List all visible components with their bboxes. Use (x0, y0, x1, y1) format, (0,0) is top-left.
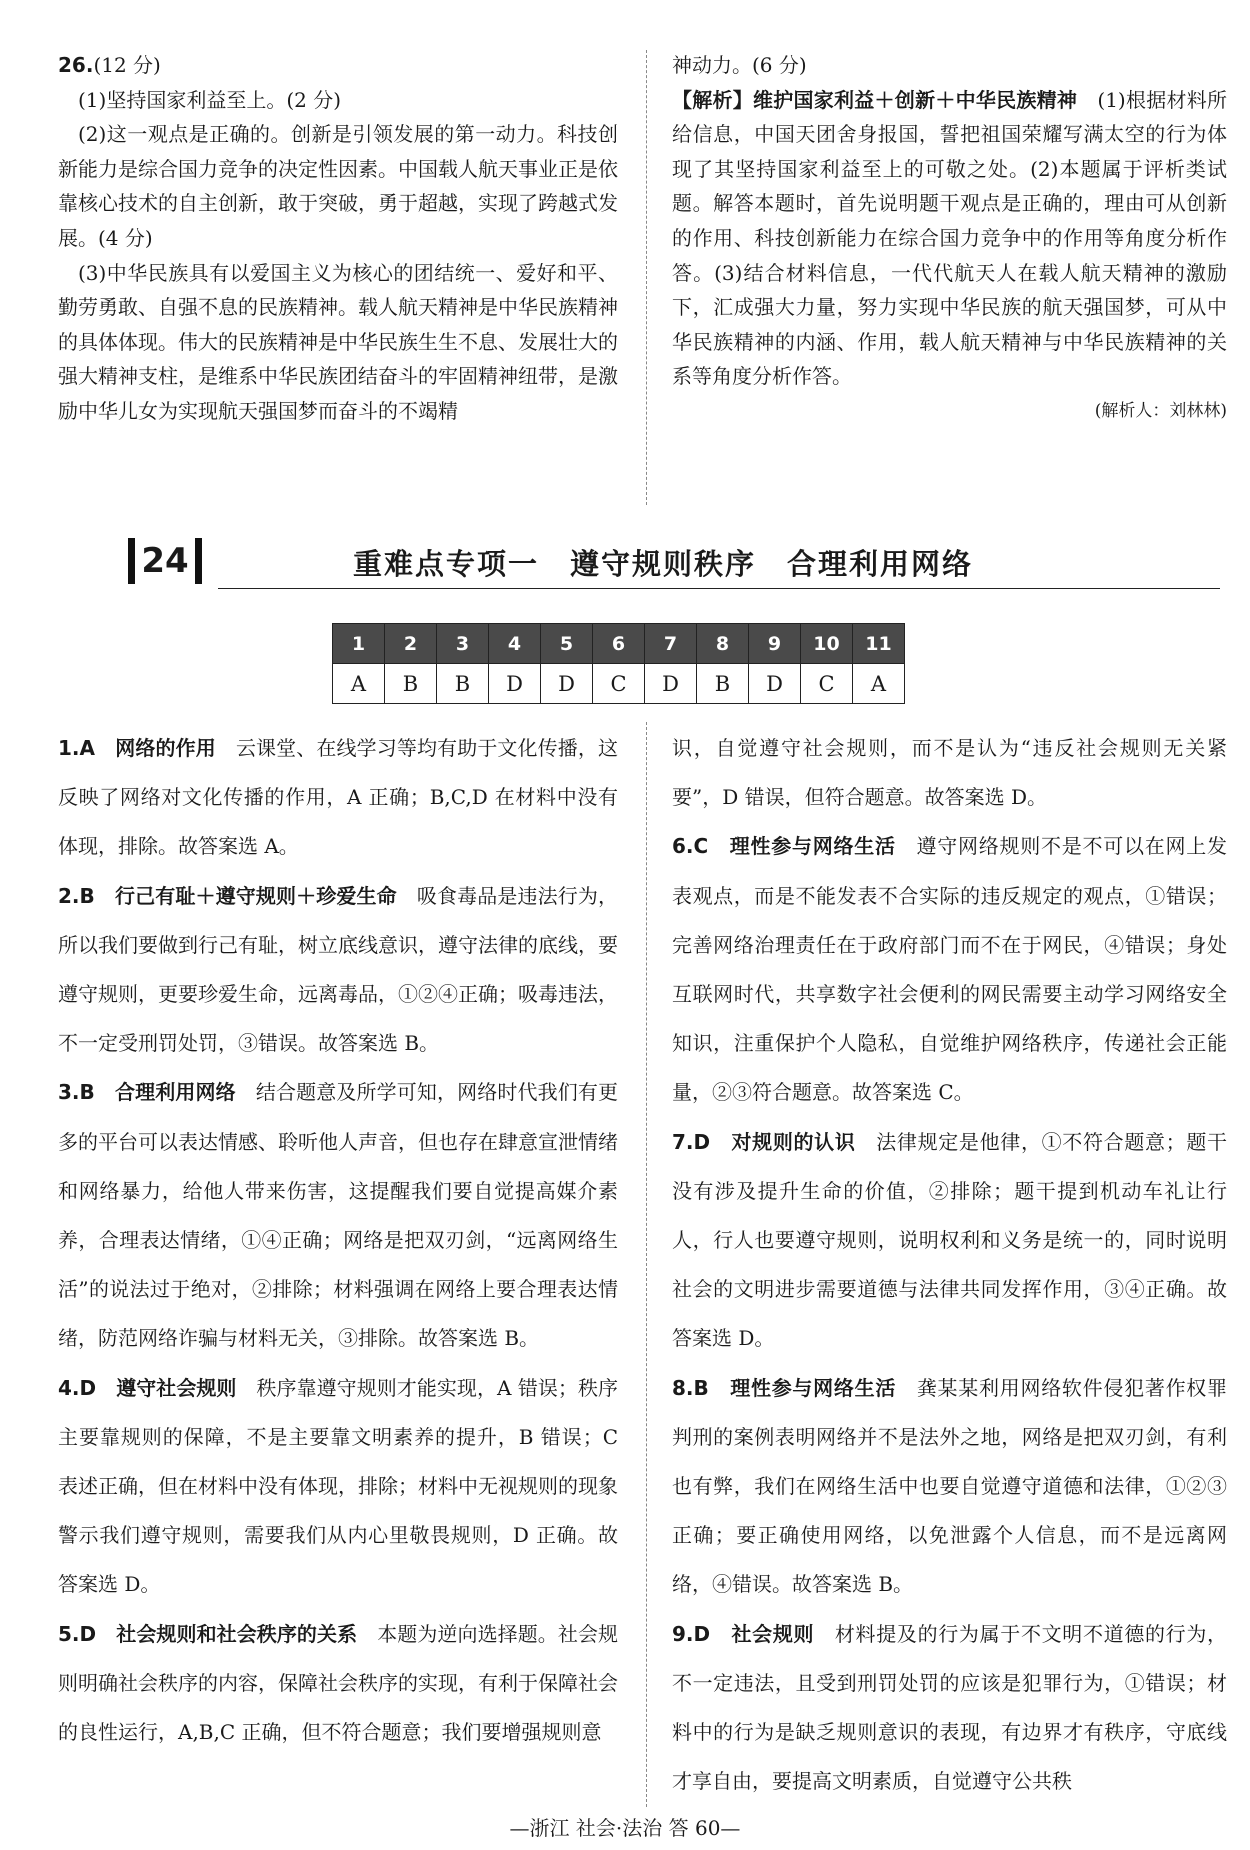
answer-table-answer: D (749, 664, 801, 704)
column-divider-top (646, 50, 647, 505)
answer-number: 4.D (58, 1375, 97, 1400)
answers-left-column (58, 724, 618, 1757)
answer-table-answer: D (541, 664, 593, 704)
answer-topic: 理性参与网络生活 (729, 834, 896, 859)
answer-number: 9.D (672, 1621, 711, 1646)
answer-explanation (672, 822, 1227, 1117)
answer-table-number: 9 (749, 624, 801, 664)
answer-table-answer: B (437, 664, 489, 704)
answer-table-number: 4 (489, 624, 541, 664)
answer-table-number: 11 (853, 624, 905, 664)
answer-text: 本题为逆向选择题。社会规则明确社会秩序的内容，保障社会秩序的实现，有利于保障社会的良性运行，A,B,C 正确，但不符合题意；我们要增强规则意 (58, 1621, 619, 1745)
answer-table-answer: C (593, 664, 645, 704)
answer-explanation (58, 1364, 618, 1610)
answer-table-answer: D (645, 664, 697, 704)
q26-part3: (3)中华民族具有以爱国主义为核心的团结统一、爱好和平、勤劳勇敢、自强不息的民族精神。载人航天精神是中华民族精神的具体体现。伟大的民族精神是中华民族生生不息、发展壮大的强大精神支柱，是维系中华民族团结奋斗的牢固精神纽带，是激励中华儿女为实现航天强国梦而奋斗的不竭精 (58, 260, 618, 423)
answer-table-answer: C (801, 664, 853, 704)
answer-number: 8.B (672, 1375, 709, 1400)
answer-topic: 遵守社会规则 (116, 1375, 237, 1400)
answer-explanation (58, 724, 618, 872)
answer-key-table (332, 623, 905, 704)
answer-table-number: 6 (593, 624, 645, 664)
answer-explanation (58, 1610, 618, 1758)
q26-number: 26. (58, 53, 94, 77)
answer-text: 云课堂、在线学习等均有助于文化传播，这反映了网络对文化传播的作用，A 正确；B,C,D 在材料中没有体现，排除。故答案选 A。 (58, 736, 619, 859)
answer-table-answer: B (385, 664, 437, 704)
answer-topic: 合理利用网络 (115, 1080, 236, 1105)
answer-explanation (58, 872, 618, 1069)
answer-text: 结合题意及所学可知，网络时代我们有更多的平台可以表达情感、聆听他人声音，但也存在肆意宣泄情绪和网络暴力，给他人带来伤害，这提醒我们要自觉提高媒介素养，合理表达情绪，①④正确；网络是把双刃剑，“远离网络生活”的说法过于绝对，②排除；材料强调在网络上要合理表达情绪，防范网络诈骗与材料无关，③排除。故答案选 B。 (58, 1080, 619, 1351)
answer-table-answer: D (489, 664, 541, 704)
answer-topic: 理性参与网络生活 (730, 1375, 897, 1400)
answer-text: 识，自觉遵守社会规则，而不是认为“违反社会规则无关紧要”，D 错误，但符合题意。故答案选 D。 (672, 736, 1227, 810)
analysis-signature: (解析人：刘林林) (1094, 400, 1227, 421)
answer-number: 2.B (58, 883, 95, 908)
answer-table-answer-row (333, 664, 905, 704)
q26-answer-column (58, 48, 618, 429)
q26-analysis (672, 83, 1227, 394)
answer-table-number: 10 (801, 624, 853, 664)
answer-table-number-row (333, 624, 905, 664)
answer-explanation (672, 1364, 1227, 1610)
answer-topic: 对规则的认识 (731, 1129, 856, 1154)
answer-table-number: 7 (645, 624, 697, 664)
answer-explanation (672, 1610, 1227, 1807)
answer-table-answer: B (697, 664, 749, 704)
page-footer: —浙江 社会·法治 答 60— (509, 1816, 741, 1840)
answer-number: 1.A (58, 736, 95, 760)
answer-text: 秩序靠遵守规则才能实现，A 错误；秩序主要靠规则的保障，不是主要靠文明素养的提升，B 错误；C 表述正确，但在材料中没有体现，排除；材料中无视规则的现象警示我们遵守规则，需要我们从内心里敬畏规则，D 正确。故答案选 D。 (58, 1375, 619, 1597)
answer-text: 遵守网络规则不是不可以在网上发表观点，而是不能发表不合实际的违反规定的观点，①错误；完善网络治理责任在于政府部门而不在于网民，④错误；身处互联网时代，共享数字社会便利的网民需要主动学习网络安全知识，注重保护个人隐私，自觉维护网络秩序，传递社会正能量，②③符合题意。故答案选 C。 (672, 834, 1228, 1105)
answer-explanation (58, 1068, 618, 1363)
answer-topic: 社会规则 (731, 1621, 815, 1646)
q26-part1: (1)坚持国家利益至上。(2 分) (78, 87, 342, 112)
answer-table-number: 1 (333, 624, 385, 664)
answer-table-answer: A (333, 664, 385, 704)
answer-explanation (672, 724, 1227, 822)
answer-topic: 社会规则和社会秩序的关系 (116, 1621, 358, 1646)
answers-right-column (672, 724, 1227, 1806)
analysis-tag: 【解析】维护国家利益＋创新＋中华民族精神 (672, 87, 1078, 112)
answer-text: 吸食毒品是违法行为，所以我们要做到行己有耻，树立底线意识，遵守法律的底线，要遵守规则，更要珍爱生命，远离毒品，①②④正确；吸毒违法，不一定受刑罚处罚，③错误。故答案选 B。 (58, 883, 619, 1056)
answer-text: 龚某某利用网络软件侵犯著作权罪判刑的案例表明网络并不是法外之地，网络是把双刃剑，有利也有弊，我们在网络生活中也要自觉遵守道德和法律，①②③正确；要正确使用网络，以免泄露个人信息，而不是远离网络，④错误。故答案选 B。 (672, 1375, 1228, 1597)
answer-explanation (672, 1118, 1227, 1364)
answer-table-number: 8 (697, 624, 749, 664)
answer-number: 7.D (672, 1129, 711, 1154)
answer-topic: 网络的作用 (115, 736, 216, 760)
q26-part3-cont: 神动力。(6 分) (672, 53, 807, 77)
answer-table-number: 3 (437, 624, 489, 664)
answer-number: 6.C (672, 834, 709, 859)
q26-part2: (2)这一观点是正确的。创新是引领发展的第一动力。科技创新能力是综合国力竞争的决定性因素。中国载人航天事业正是依靠核心技术的自主创新，敢于突破，勇于超越，实现了跨越式发展。(4 分) (58, 122, 618, 250)
answer-number: 3.B (58, 1080, 95, 1105)
q26-score: (12 分) (93, 53, 161, 77)
column-divider-bottom (646, 722, 647, 1807)
section-title: 重难点专项一 遵守规则秩序 合理利用网络 (353, 547, 974, 581)
q26-header (58, 48, 618, 83)
q26-analysis-column (672, 48, 1227, 429)
analysis-text: (1)根据材料所给信息，中国天团舍身报国，誓把祖国荣耀写满太空的行为体现了其坚持国家利益至上的可敬之处。(2)本题属于评析类试题。解答本题时，首先说明题干观点是正确的，理由可从创新的作用、科技创新能力在综合国力竞争中的作用等角度分析作答。(3)结合材料信息，一代代航天人在载人航天精神的激励下，汇成强大力量，努力实现中华民族的航天强国梦，可从中华民族精神的内涵、作用，载人航天精神与中华民族精神的关系等角度分析作答。 (672, 87, 1228, 389)
answer-text: 法律规定是他律，①不符合题意；题干没有涉及提升生命的价值，②排除；题干提到机动车礼让行人，行人也要遵守规则，说明权利和义务是统一的，同时说明社会的文明进步需要道德与法律共同发挥作用，③④正确。故答案选 D。 (672, 1129, 1228, 1351)
answer-table-number: 5 (541, 624, 593, 664)
section-number: 24 (128, 538, 202, 584)
answer-number: 5.D (58, 1621, 97, 1646)
answer-table-number: 2 (385, 624, 437, 664)
answer-text: 材料提及的行为属于不文明不道德的行为，不一定违法，且受到刑罚处罚的应该是犯罪行为，①错误；材料中的行为是缺乏规则意识的表现，有边界才有秩序，守底线才享自由，要提高文明素质，自觉遵守公共秩 (672, 1621, 1228, 1794)
answer-table-answer: A (853, 664, 905, 704)
section-header (128, 538, 1128, 588)
section-underline (218, 588, 1220, 589)
answer-topic: 行己有耻＋遵守规则＋珍爱生命 (115, 883, 397, 908)
